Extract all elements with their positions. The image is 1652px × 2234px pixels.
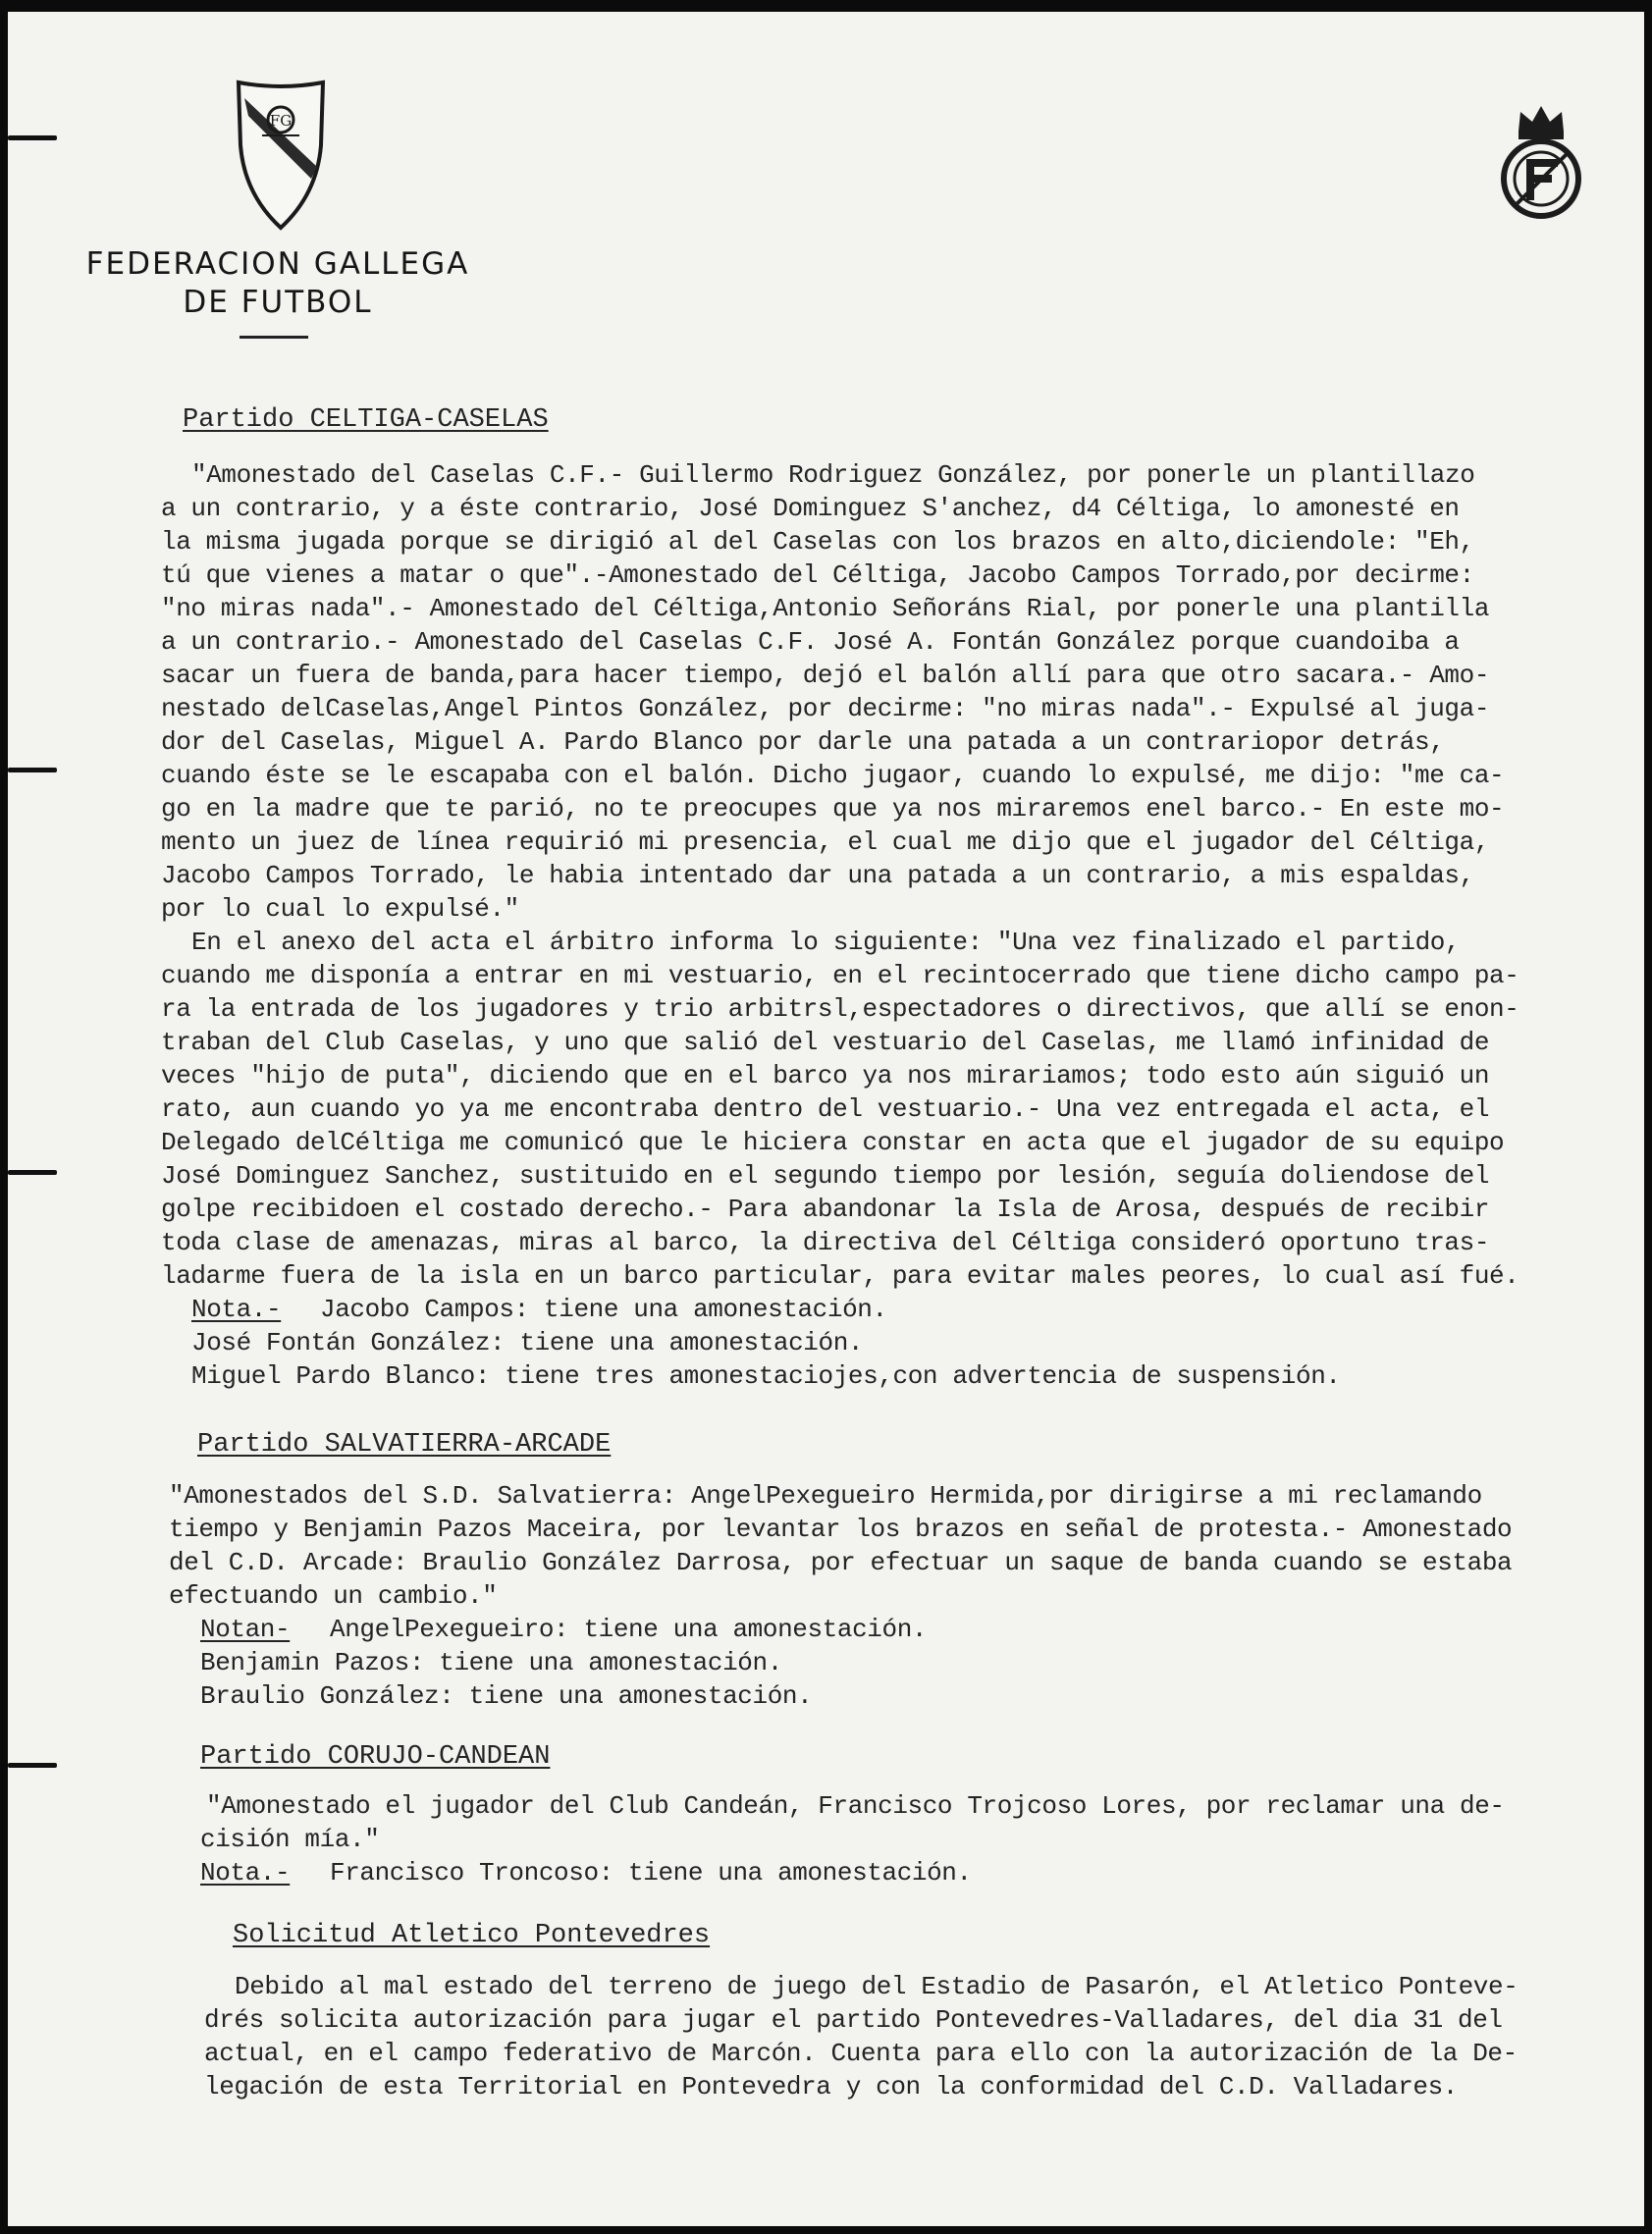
note-label: Nota.- [200,1858,291,1888]
note-label: Notan- [200,1615,291,1644]
svg-text:FG: FG [269,112,293,130]
text-line: José Dominguez Sanchez, sustituido en el segundo tiempo por lesión, seguía doliendose del [161,1161,1490,1191]
text-line: legación de esta Territorial en Pontevedra y con la conformidad del C.D. Valladares. [204,2072,1459,2101]
text-line: Debido al mal estado del terreno de juego del Estadio de Pasarón, el Atletico Ponteve- [235,1972,1519,2001]
text-line: a un contrario.- Amonestado del Caselas C.F. José A. Fontán González porque cuandoiba a [161,627,1460,657]
text-line: Jacobo Campos Torrado, le habia intentado dar una patada a un contrario, a mis espaldas, [161,861,1474,890]
text-line: rato, aun cuando yo ya me encontraba dentro del vestuario.- Una vez entregada el acta, el [161,1094,1490,1124]
text-line: efectuando un cambio." [169,1581,498,1611]
text-line: golpe recibidoen el costado derecho.- Para abandonar la Isla de Arosa, después de recibir [161,1195,1490,1224]
text-line: ra la entrada de los jugadores y trio arbitrsl,espectadores o directivos, que allí se enon- [161,994,1519,1024]
text-line: a un contrario, y a éste contrario, José Dominguez S'anchez, d4 Céltiga, lo amonesté en [161,494,1460,523]
text-line: sacar un fuera de banda,para hacer tiempo, dejó el balón allí para que otro sacara.- Amo- [161,661,1490,690]
text-line: "Amonestado del Caselas C.F.- Guillermo Rodriguez González, por ponerle un plantillazo [191,460,1475,490]
note-line: AngelPexegueiro: tiene una amonestación. [330,1615,928,1644]
text-line: cisión mía." [200,1825,380,1854]
note-line: Miguel Pardo Blanco: tiene tres amonestaciojes,con advertencia de suspensión. [191,1361,1341,1391]
text-line: go en la madre que te parió, no te preocupes que ya nos miraremos enel barco.- En este mo- [161,794,1505,824]
text-line: drés solicita autorización para jugar el partido Pontevedres-Valladares, del dia 31 del [204,2005,1503,2035]
text-line: la misma jugada porque se dirigió al del Caselas con los brazos en alto,diciendole: "Eh, [161,527,1474,557]
text-line: "Amonestado el jugador del Club Candeán, Francisco Trojcoso Lores, por reclamar una de- [206,1791,1505,1821]
text-line: veces "hijo de puta", diciendo que en el barco ya nos mirariamos; todo esto aún siguió un [161,1061,1490,1090]
text-line: dor del Caselas, Miguel A. Pardo Blanco por darle una patada a un contrariopor detrás, [161,727,1445,757]
note-line: Benjamin Pazos: tiene una amonestación. [200,1648,782,1677]
text-line: tiempo y Benjamin Pazos Maceira, por levantar los brazos en señal de protesta.- Amonestado [169,1515,1513,1544]
text-line: En el anexo del acta el árbitro informa lo siguiente: "Una vez finalizado el partido, [191,928,1461,957]
text-line: "Amonestados del S.D. Salvatierra: AngelPexegueiro Hermida,por dirigirse a mi reclamando [169,1481,1482,1511]
text-line: ladarme fuera de la isla en un barco particular, para evitar males peores, lo cual así fué. [161,1261,1519,1291]
text-line: cuando me disponía a entrar en mi vestuario, en el recintocerrado que tiene dicho campo pa- [161,961,1519,990]
federation-name-line-1: FEDERACION GALLEGA [85,246,470,282]
text-line: tú que vienes a matar o que".-Amonestado del Céltiga, Jacobo Campos Torrado,por decirme: [161,560,1474,590]
section-heading: Partido CORUJO-CANDEAN [200,1742,551,1772]
text-line: traban del Club Caselas, y uno que salió del vestuario del Caselas, me llamó infinidad de [161,1028,1490,1057]
note-line: Jacobo Campos: tiene una amonestación. [320,1295,887,1324]
note-label: Nota.- [191,1295,282,1324]
document-body [8,12,1644,2226]
text-line: por lo cual lo expulsé." [161,894,519,924]
text-line: cuando éste se le escapaba con el balón. Dicho jugaor, cuando lo expulsé, me dijo: "me ca- [161,761,1505,790]
section-heading: Partido CELTIGA-CASELAS [183,405,549,435]
text-line: toda clase de amenazas, miras al barco, la directiva del Céltiga consideró oportuno tras- [161,1228,1490,1257]
text-line: del C.D. Arcade: Braulio González Darrosa, por efectuar un saque de banda cuando se estaba [169,1548,1513,1577]
section-heading: Partido SALVATIERRA-ARCADE [197,1430,612,1460]
text-line: actual, en el campo federativo de Marcón. Cuenta para ello con la autorización de la De- [204,2039,1518,2068]
note-line: José Fontán González: tiene una amonestación. [191,1328,864,1357]
text-line: nestado delCaselas,Angel Pintos González, por decirme: "no miras nada".- Expulsé al juga- [161,694,1490,723]
text-line: mento un juez de línea requirió mi presencia, el cual me dijo que el jugador del Céltiga, [161,827,1490,857]
federation-name-line-2: DE FUTBOL [183,285,373,320]
note-line: Braulio González: tiene una amonestación. [200,1681,813,1711]
note-line: Francisco Troncoso: tiene una amonestación. [330,1858,972,1888]
text-line: Delegado delCéltiga me comunicó que le hiciera constar en acta que el jugador de su equipo [161,1128,1505,1157]
section-heading: Solicitud Atletico Pontevedres [233,1921,711,1950]
document-page [8,12,1644,2226]
text-line: "no miras nada".- Amonestado del Céltiga,Antonio Señoráns Rial, por ponerle una plantilla [161,594,1490,623]
